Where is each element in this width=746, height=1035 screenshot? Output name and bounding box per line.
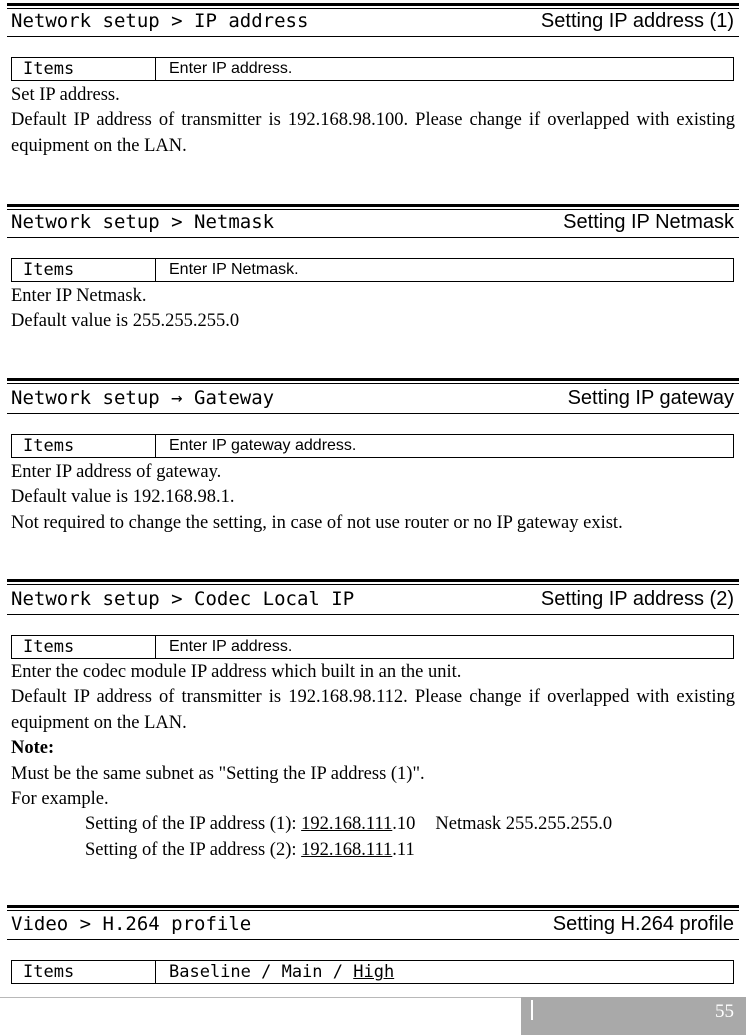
section-body xyxy=(11,460,735,536)
subnet-underlined: 192.168.111 xyxy=(301,814,393,835)
section-body xyxy=(11,660,735,863)
section-body xyxy=(11,83,735,159)
body-line: Enter the codec module IP address which built in an the unit. xyxy=(11,662,462,682)
section-path: Network setup > IP address xyxy=(11,10,309,32)
body-line: Not required to change the setting, in case of not use router or no IP gateway exist. xyxy=(11,512,623,533)
header-bottom-rule xyxy=(7,939,739,940)
body-line: Default value is 192.168.98.1. xyxy=(11,487,235,508)
items-table xyxy=(11,960,734,984)
items-label: Items xyxy=(12,435,156,457)
section-path: Video > H.264 profile xyxy=(11,913,252,935)
note-line: For example. xyxy=(11,789,109,810)
body-line: Default IP address of transmitter is 192.168.98.112. Please change if overlapped with existing equipment on the LAN. xyxy=(11,687,735,733)
header-rule-thin xyxy=(7,8,739,9)
section-title: Setting IP Netmask xyxy=(563,211,734,233)
items-value: Enter IP address. xyxy=(169,60,293,77)
section-path: Network setup > Netmask xyxy=(11,211,275,233)
header-rule-thick xyxy=(7,378,739,381)
header-rule-thick xyxy=(7,204,739,207)
profile-high: High xyxy=(353,962,395,982)
section-path: Network setup > Codec Local IP xyxy=(11,588,355,610)
header-rule-thick xyxy=(7,579,739,582)
items-label: Items xyxy=(12,259,156,281)
items-table xyxy=(11,57,734,81)
items-value: Baseline / Main / High xyxy=(169,962,395,982)
note-line: Must be the same subnet as "Setting the IP address (1)". xyxy=(11,763,425,784)
section-title: Setting IP gateway xyxy=(567,387,734,409)
header-rule-thin xyxy=(7,584,739,585)
example-line-2: Setting of the IP address (2): 192.168.111.11 xyxy=(85,839,415,860)
header-rule-thin xyxy=(7,383,739,384)
section-title: Setting H.264 profile xyxy=(552,913,734,935)
page-box-divider xyxy=(531,1000,533,1020)
items-label: Items xyxy=(12,636,156,658)
header-bottom-rule xyxy=(7,36,739,37)
header-rule-thick xyxy=(7,3,739,6)
header-rule-thin xyxy=(7,910,739,911)
items-table xyxy=(11,258,734,282)
body-line: Enter IP Netmask. xyxy=(11,286,147,306)
page-number-box xyxy=(521,997,746,1035)
note-label: Note: xyxy=(11,738,55,759)
items-table xyxy=(11,635,734,659)
section-title: Setting IP address (2) xyxy=(540,588,734,610)
items-value: Enter IP address. xyxy=(169,638,293,655)
page-number: 55 xyxy=(715,1001,734,1022)
items-value: Enter IP gateway address. xyxy=(169,437,357,454)
body-line: Enter IP address of gateway. xyxy=(11,462,222,482)
section-title: Setting IP address (1) xyxy=(540,10,734,32)
example-line-1: Setting of the IP address (1): 192.168.111.10 Netmask 255.255.255.0 xyxy=(85,814,613,835)
items-table xyxy=(11,434,734,458)
items-label: Items xyxy=(12,58,156,80)
section-body xyxy=(11,284,735,335)
body-line: Default value is 255.255.255.0 xyxy=(11,311,240,332)
items-value: Enter IP Netmask. xyxy=(169,261,299,278)
items-label: Items xyxy=(12,961,156,983)
subnet-underlined: 192.168.111 xyxy=(301,839,393,860)
header-bottom-rule xyxy=(7,237,739,238)
body-line: Set IP address. xyxy=(11,85,120,105)
header-rule-thin xyxy=(7,209,739,210)
body-line: Default IP address of transmitter is 192.168.98.100. Please change if overlapped with existing equipment on the LAN. xyxy=(11,110,735,156)
section-path: Network setup → Gateway xyxy=(11,387,275,409)
header-bottom-rule xyxy=(7,614,739,615)
header-rule-thick xyxy=(7,905,739,908)
header-bottom-rule xyxy=(7,413,739,414)
